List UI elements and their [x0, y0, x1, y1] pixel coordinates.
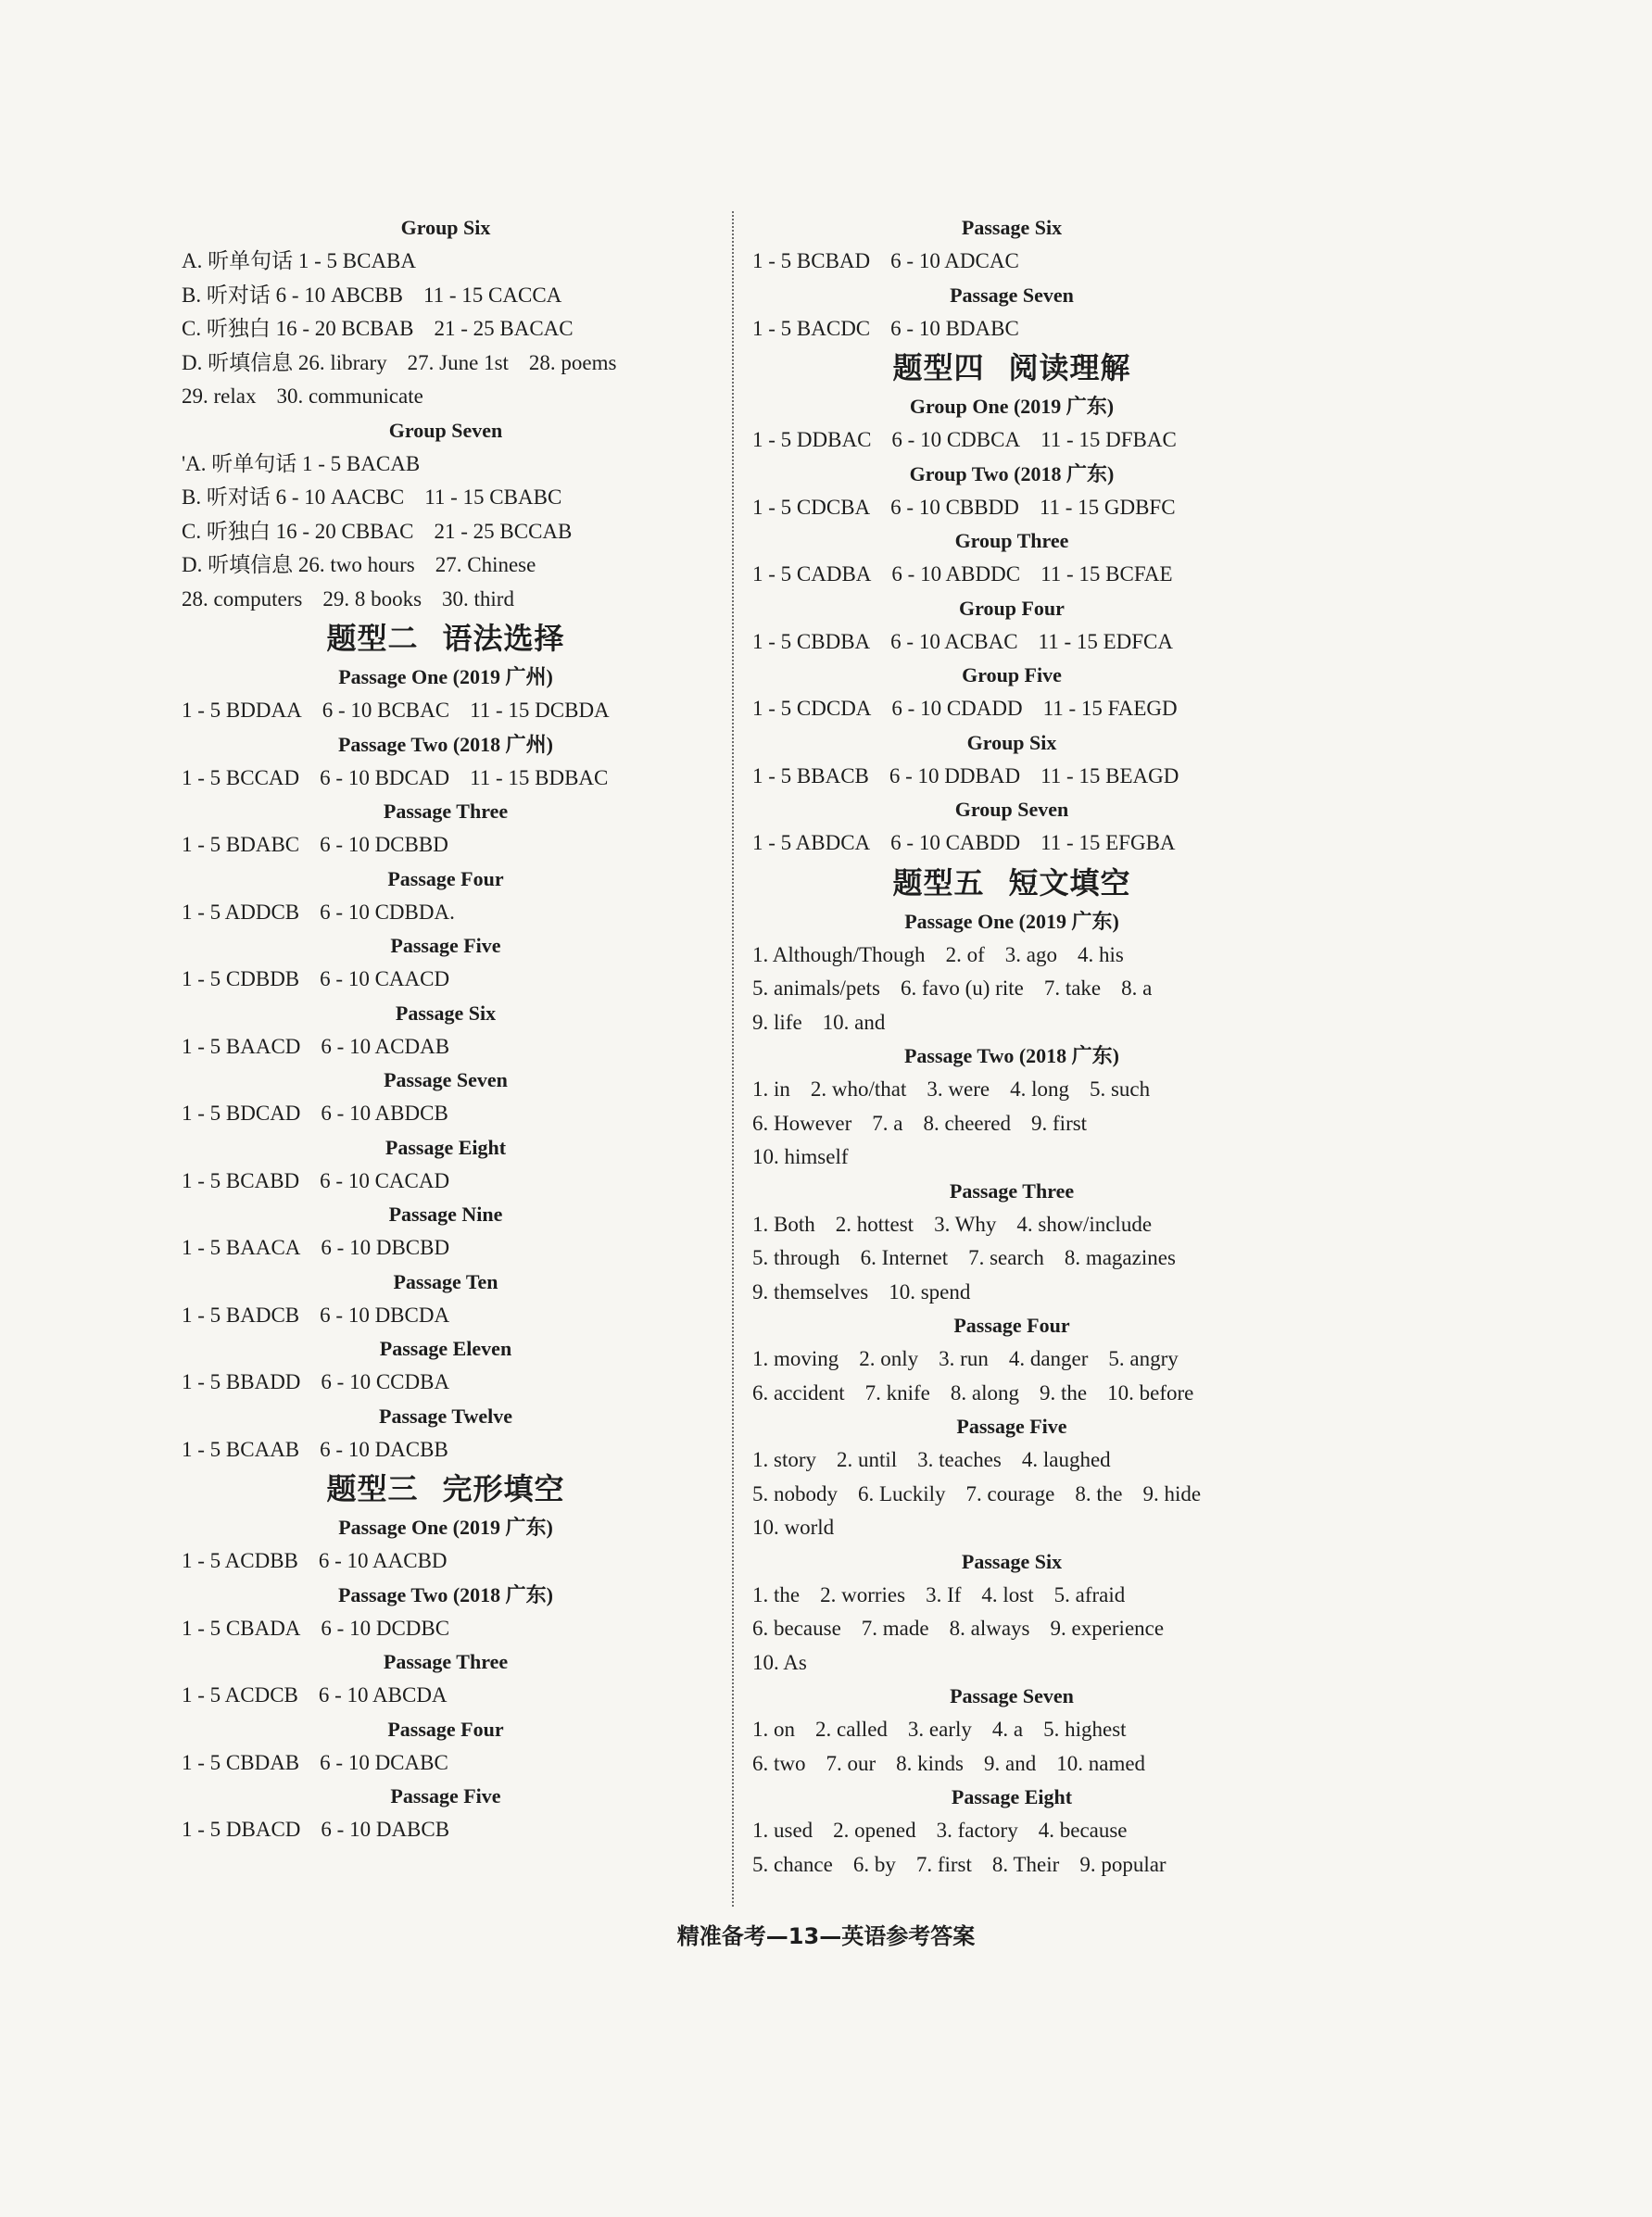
answer-item: 1 - 5 BCCAD: [182, 765, 300, 789]
passage-heading: Passage Three: [383, 800, 509, 823]
answer-item: 1 - 5 CDBDB: [182, 967, 300, 990]
answer-item: 1 - 5 ABDCA: [752, 831, 871, 854]
passage-heading: Passage Twelve: [379, 1404, 512, 1428]
answer-item: 1 - 5 CBADA: [182, 1616, 301, 1640]
passage-heading: Group Seven: [388, 418, 503, 442]
answer-item: 4. his: [1077, 942, 1124, 966]
answer-line: [752, 558, 1271, 592]
section-title-part: 短文填空: [1008, 864, 1131, 901]
page-footer: [0, 1918, 1652, 1950]
answer-item: 6 - 10 DBCBD: [321, 1236, 450, 1259]
answer-line: [752, 312, 1271, 346]
section-title: [752, 346, 1271, 390]
answer-item: 9. popular: [1079, 1852, 1166, 1876]
answer-item: 1 - 5 ADDCB: [182, 900, 300, 924]
answer-item: 1 - 5 BCABD: [182, 1168, 300, 1192]
answer-line: [182, 312, 710, 346]
answer-item: 1 - 5 BADCB: [182, 1303, 300, 1327]
passage-heading: Passage Three: [949, 1178, 1075, 1203]
answer-item: 6 - 10 CABDD: [890, 831, 1021, 854]
section-title: [752, 861, 1271, 905]
passage-heading: Group Four: [959, 596, 1065, 620]
answer-item: 8. a: [1121, 976, 1153, 1000]
answer-item: 9. first: [1031, 1111, 1088, 1135]
answer-item: 11 - 15 GDBFC: [1039, 495, 1176, 519]
answer-item: 1 - 5 ACDBB: [182, 1549, 298, 1572]
answer-item: 5. through: [752, 1246, 840, 1269]
answer-line: [752, 1713, 1271, 1747]
answer-item: 6. Internet: [860, 1246, 949, 1269]
answer-item: 3. were: [927, 1077, 990, 1101]
answer-item: 6 - 10 ABCDA: [318, 1683, 448, 1707]
passage-heading: Passage Eleven: [379, 1337, 512, 1360]
answer-line: [752, 1107, 1271, 1141]
answer-item: 8. Their: [991, 1852, 1060, 1876]
answer-item: 21 - 25 BACAC: [434, 317, 574, 340]
answer-line: [752, 1646, 1271, 1681]
answer-item: 8. magazines: [1064, 1246, 1176, 1269]
answer-item: 6 - 10 ABDDC: [891, 562, 1021, 586]
answer-item: 1 - 5 BBACB: [752, 763, 869, 787]
answer-item: 21 - 25 BCCAB: [434, 519, 573, 543]
answer-item: 9. themselves: [752, 1279, 869, 1304]
answer-item: 1. the: [752, 1582, 801, 1606]
answer-item: 11 - 15 CACCA: [422, 283, 562, 307]
answer-item: 1 - 5 BCBAD: [752, 249, 871, 272]
answer-item: 4. a: [991, 1718, 1024, 1741]
answer-item: 6 - 10 DABCB: [321, 1818, 450, 1841]
answer-item: 9. and: [984, 1751, 1037, 1775]
passage-heading: Group Seven: [954, 798, 1069, 821]
answer-item: 9. hide: [1142, 1481, 1202, 1505]
answer-line: [752, 625, 1271, 660]
section-title-part: 题型五: [892, 864, 985, 901]
answer-item: 28. poems: [528, 350, 617, 374]
answer-item: 6. by: [852, 1852, 896, 1876]
answer-item: 7. made: [861, 1617, 929, 1640]
passage-heading: Group Five: [962, 663, 1062, 687]
section-title-part: 阅读理解: [1008, 350, 1131, 385]
answer-item: 29. 8 books: [322, 586, 422, 611]
answer-item: 8. always: [949, 1617, 1030, 1640]
answer-item: 7. search: [968, 1246, 1044, 1269]
section-title: [182, 616, 710, 661]
answer-item: 9. experience: [1050, 1617, 1165, 1640]
section-title-part: 题型二: [326, 621, 419, 656]
answer-item: D. 听填信息 26. library: [182, 350, 387, 374]
answer-item: 10. before: [1107, 1380, 1194, 1405]
passage-heading: Passage Five: [390, 934, 501, 957]
passage-heading: Passage Four: [953, 1314, 1070, 1337]
answer-item: 27. June 1st: [407, 350, 509, 374]
answer-line: [752, 1241, 1271, 1276]
section-title: [182, 1467, 710, 1511]
answer-item: 1 - 5 BBADD: [182, 1370, 301, 1393]
answer-item: 1 - 5 CDCDA: [752, 697, 872, 720]
answer-line: [182, 1612, 710, 1646]
answer-item: 7. a: [872, 1111, 903, 1135]
answer-item: 5. highest: [1043, 1718, 1127, 1741]
answer-item: 3. teaches: [917, 1448, 1002, 1471]
answer-item: 11 - 15 EFGBA: [1040, 831, 1176, 854]
answer-item: 6. However: [752, 1111, 852, 1135]
answer-line: [752, 1511, 1271, 1545]
answer-item: A. 听单句话 1 - 5 BCABA: [182, 249, 417, 272]
passage-heading: Passage Seven: [950, 1684, 1074, 1707]
answer-item: 11 - 15 BCFAE: [1040, 562, 1173, 586]
answer-item: 7. take: [1043, 976, 1102, 1000]
answer-item: 7. our: [826, 1751, 876, 1775]
answer-item: 6 - 10 ADCAC: [890, 249, 1019, 272]
answer-item: 6 - 10 DCBBD: [320, 833, 448, 856]
answer-item: 6 - 10 CCDBA: [321, 1370, 450, 1393]
passage-heading: Passage Seven: [384, 1068, 508, 1091]
answer-item: 10. world: [752, 1516, 835, 1539]
answer-item: 7. knife: [864, 1380, 930, 1405]
answer-item: 1 - 5 BCAAB: [182, 1437, 300, 1461]
answer-line: [182, 245, 710, 279]
answer-item: 1 - 5 BAACA: [182, 1236, 301, 1259]
answer-item: 11 - 15 CBABC: [424, 485, 562, 509]
passage-heading: Passage Eight: [951, 1785, 1073, 1808]
passage-heading: Passage One (2019 广东): [904, 909, 1119, 933]
passage-heading: Passage Seven: [950, 283, 1074, 307]
answer-line: [752, 1377, 1271, 1411]
answer-item: 11 - 15 FAEGD: [1042, 697, 1178, 720]
answer-line: [752, 1443, 1271, 1478]
answer-line: [752, 1006, 1271, 1040]
answer-item: C. 听独白 16 - 20 CBBAC: [182, 519, 414, 543]
answer-item: 8. along: [950, 1380, 1019, 1405]
passage-heading: Group Two (2018 广东): [909, 461, 1115, 485]
passage-heading: Passage Six: [395, 1001, 497, 1025]
answer-item: 5. such: [1089, 1077, 1151, 1101]
answer-item: 10. named: [1056, 1751, 1146, 1775]
answer-line: [182, 1366, 710, 1400]
answer-item: 4. because: [1038, 1819, 1128, 1842]
answer-item: 1. Both: [752, 1212, 815, 1236]
answer-item: 6 - 10 AACBD: [318, 1549, 448, 1572]
answer-item: 28. computers: [182, 586, 303, 611]
answer-item: 1 - 5 BDABC: [182, 833, 300, 856]
answer-line: [752, 1208, 1271, 1242]
answer-item: 3. ago: [1004, 942, 1057, 966]
answer-item: 11 - 15 BEAGD: [1040, 763, 1179, 787]
passage-heading: Passage Four: [387, 866, 504, 890]
answer-line: [182, 447, 710, 482]
answer-item: 1 - 5 BAACD: [182, 1034, 301, 1058]
answer-item: 5. animals/pets: [752, 976, 880, 1000]
passage-heading: Passage Three: [383, 1650, 509, 1673]
answer-item: 1 - 5 CDCBA: [752, 495, 871, 519]
answer-item: 'A. 听单句话 1 - 5 BACAB: [182, 451, 421, 475]
answer-line: [182, 515, 710, 549]
passage-heading: Passage Six: [961, 1549, 1063, 1573]
answer-item: 4. danger: [1008, 1347, 1089, 1370]
answer-item: 4. long: [1010, 1077, 1069, 1101]
answer-line: [182, 279, 710, 313]
passage-heading: Passage Five: [390, 1784, 501, 1808]
answer-line: [752, 938, 1271, 973]
answer-item: 6 - 10 BDCAD: [320, 765, 450, 789]
answer-line: [182, 1299, 710, 1333]
answer-item: 29. relax: [182, 384, 257, 408]
answer-item: 1. Although/Though: [752, 942, 926, 966]
answer-item: 10. himself: [752, 1145, 849, 1168]
passage-heading: Passage Eight: [385, 1135, 507, 1159]
answer-item: 2. called: [815, 1718, 888, 1741]
answer-item: 3. early: [907, 1718, 972, 1741]
section-title-part: 完形填空: [442, 1471, 565, 1506]
answer-item: 2. only: [859, 1347, 919, 1370]
footer-brand: 精准备考: [676, 1923, 766, 1949]
passage-heading: Passage Five: [956, 1415, 1067, 1438]
answer-line: [182, 548, 710, 583]
passage-heading: Passage Two (2018 广东): [903, 1044, 1119, 1067]
answer-line: [182, 963, 710, 997]
passage-heading: Group Three: [954, 529, 1069, 552]
answer-item: 6 - 10 CDBDA.: [320, 900, 455, 924]
answer-item: 3. run: [939, 1347, 989, 1370]
answer-item: 6. accident: [752, 1380, 845, 1405]
answer-item: 30. communicate: [276, 384, 423, 408]
answer-item: 1 - 5 DBACD: [182, 1818, 301, 1841]
answer-item: 10. As: [752, 1650, 807, 1674]
left-column: [182, 211, 710, 1847]
answer-line: [752, 1814, 1271, 1848]
answer-item: 7. courage: [965, 1481, 1055, 1505]
answer-item: 6. because: [752, 1617, 841, 1640]
section-title-part: 题型四: [892, 350, 985, 385]
answer-line: [182, 828, 710, 863]
answer-item: 1. in: [752, 1077, 790, 1101]
answer-item: C. 听独白 16 - 20 BCBAB: [182, 317, 414, 340]
passage-heading: Passage Two (2018 广州): [337, 732, 553, 756]
answer-line: [182, 481, 710, 515]
answer-line: [752, 692, 1271, 726]
answer-line: [182, 1433, 710, 1468]
answer-line: [182, 1679, 710, 1713]
answer-line: [182, 1030, 710, 1064]
answer-item: 1. moving: [752, 1347, 839, 1370]
answer-line: [182, 1746, 710, 1781]
answer-item: B. 听对话 6 - 10 ABCBB: [182, 283, 403, 307]
answer-item: 3. If: [926, 1582, 962, 1606]
section-title-part: 题型三: [326, 1471, 419, 1506]
answer-line: [182, 583, 710, 617]
passage-heading: Passage Four: [387, 1717, 504, 1741]
passage-heading: Group Six: [400, 216, 491, 239]
answer-item: 3. Why: [934, 1212, 997, 1236]
answer-line: [752, 1073, 1271, 1107]
answer-line: [752, 1612, 1271, 1646]
answer-line: [182, 1231, 710, 1266]
answer-item: 4. lost: [981, 1582, 1034, 1606]
answer-line: [182, 896, 710, 930]
answer-item: 2. until: [837, 1448, 898, 1471]
answer-item: 5. angry: [1108, 1347, 1179, 1370]
answer-item: 2. who/that: [810, 1077, 907, 1101]
answer-item: 5. nobody: [752, 1481, 838, 1505]
section-title-part: 语法选择: [442, 621, 565, 656]
answer-item: 10. spend: [889, 1279, 971, 1304]
answer-item: 7. first: [915, 1852, 972, 1876]
answer-item: 6 - 10 BCBAC: [322, 699, 450, 722]
answer-item: 6 - 10 ACBAC: [890, 629, 1018, 653]
passage-heading: Passage Nine: [388, 1203, 503, 1226]
answer-line: [182, 1165, 710, 1199]
answer-item: 6 - 10 ABDCB: [321, 1102, 448, 1125]
answer-item: 11 - 15 EDFCA: [1038, 629, 1174, 653]
answer-line: [752, 1342, 1271, 1377]
answer-line: [752, 423, 1271, 458]
answer-item: 6. Luckily: [858, 1481, 946, 1505]
answer-item: 8. the: [1075, 1481, 1123, 1505]
answer-item: 6 - 10 CDADD: [891, 697, 1023, 720]
answer-line: [182, 1544, 710, 1579]
answer-item: 27. Chinese: [435, 553, 536, 576]
answer-line: [752, 826, 1271, 861]
answer-line: [182, 1813, 710, 1847]
answer-item: 11 - 15 DFBAC: [1040, 428, 1177, 451]
answer-item: 30. third: [442, 586, 514, 611]
answer-item: 1 - 5 BACDC: [752, 316, 871, 340]
right-column: [752, 211, 1271, 1882]
answer-item: 2. opened: [833, 1819, 916, 1842]
answer-line: [752, 245, 1271, 279]
answer-item: 8. kinds: [896, 1751, 965, 1775]
answer-line: [182, 1097, 710, 1131]
answer-line: [752, 491, 1271, 525]
answer-item: 4. show/include: [1016, 1212, 1153, 1236]
passage-heading: Passage One (2019 广州): [338, 665, 553, 688]
footer-title: 英语参考答案: [841, 1923, 976, 1949]
answer-item: 1 - 5 BDDAA: [182, 699, 302, 722]
answer-item: D. 听填信息 26. two hours: [182, 553, 415, 576]
answer-line: [182, 694, 710, 728]
answer-item: 6 - 10 CDBCA: [891, 428, 1021, 451]
passage-heading: Passage Two (2018 广东): [337, 1582, 553, 1606]
answer-item: 8. cheered: [923, 1111, 1012, 1135]
passage-heading: Group Six: [966, 730, 1057, 754]
answer-item: 1 - 5 BDCAD: [182, 1102, 301, 1125]
answer-item: 1. on: [752, 1718, 795, 1741]
answer-item: 6 - 10 CACAD: [320, 1168, 450, 1192]
answer-line: [752, 1579, 1271, 1613]
answer-item: 6. favo (u) rite: [900, 976, 1024, 1000]
passage-heading: Passage Ten: [393, 1269, 498, 1293]
answer-item: 5. afraid: [1053, 1582, 1126, 1606]
answer-line: [752, 1747, 1271, 1782]
answer-item: 6 - 10 CAACD: [320, 967, 450, 990]
answer-line: [752, 1140, 1271, 1175]
answer-item: 10. and: [822, 1010, 886, 1034]
answer-item: 1. used: [752, 1819, 813, 1842]
answer-item: 6 - 10 DBCDA: [320, 1303, 450, 1327]
answer-item: 5. chance: [752, 1852, 833, 1876]
answer-line: [752, 760, 1271, 794]
passage-heading: Passage Six: [961, 216, 1063, 239]
answer-item: 11 - 15 DCBDA: [470, 699, 610, 722]
answer-item: 11 - 15 BDBAC: [470, 765, 609, 789]
answer-item: 1 - 5 CADBA: [752, 562, 872, 586]
answer-item: 6 - 10 CBBDD: [890, 495, 1019, 519]
answer-item: 6 - 10 ACDAB: [321, 1034, 450, 1058]
footer-page-number: 13: [788, 1923, 820, 1949]
footer-dash-left: —: [765, 1923, 788, 1949]
answer-item: 2. hottest: [835, 1212, 914, 1236]
answer-item: 1 - 5 ACDCB: [182, 1683, 298, 1707]
answer-line: [752, 1848, 1271, 1883]
answer-item: 1. story: [752, 1448, 816, 1471]
answer-item: 2. of: [945, 942, 985, 966]
answer-line: [182, 762, 710, 796]
answer-line: [752, 1478, 1271, 1512]
answer-item: 6 - 10 DDBAD: [889, 763, 1021, 787]
answer-line: [182, 346, 710, 381]
passage-heading: Passage One (2019 广东): [338, 1516, 553, 1539]
answer-line: [182, 380, 710, 414]
answer-line: [752, 1276, 1271, 1310]
answer-item: 9. life: [752, 1010, 802, 1034]
answer-line: [752, 972, 1271, 1006]
answer-item: 3. factory: [936, 1819, 1018, 1842]
answer-item: 6 - 10 DACBB: [320, 1437, 448, 1461]
answer-item: 6 - 10 DCABC: [320, 1750, 448, 1774]
footer-dash-right: —: [819, 1923, 842, 1949]
answer-item: 6 - 10 DCDBC: [321, 1616, 450, 1640]
answer-item: B. 听对话 6 - 10 AACBC: [182, 485, 405, 509]
answer-item: 6 - 10 BDABC: [890, 316, 1019, 340]
answer-item: 6. two: [752, 1751, 806, 1775]
answer-item: 4. laughed: [1021, 1448, 1111, 1471]
passage-heading: Group One (2019 广东): [909, 395, 1115, 418]
answer-item: 2. worries: [820, 1582, 906, 1606]
answer-item: 9. the: [1040, 1380, 1088, 1405]
answer-item: 1 - 5 DDBAC: [752, 428, 872, 451]
answer-item: 1 - 5 CBDBA: [752, 629, 871, 653]
column-divider: [732, 211, 741, 1907]
answer-item: 1 - 5 CBDAB: [182, 1750, 300, 1774]
